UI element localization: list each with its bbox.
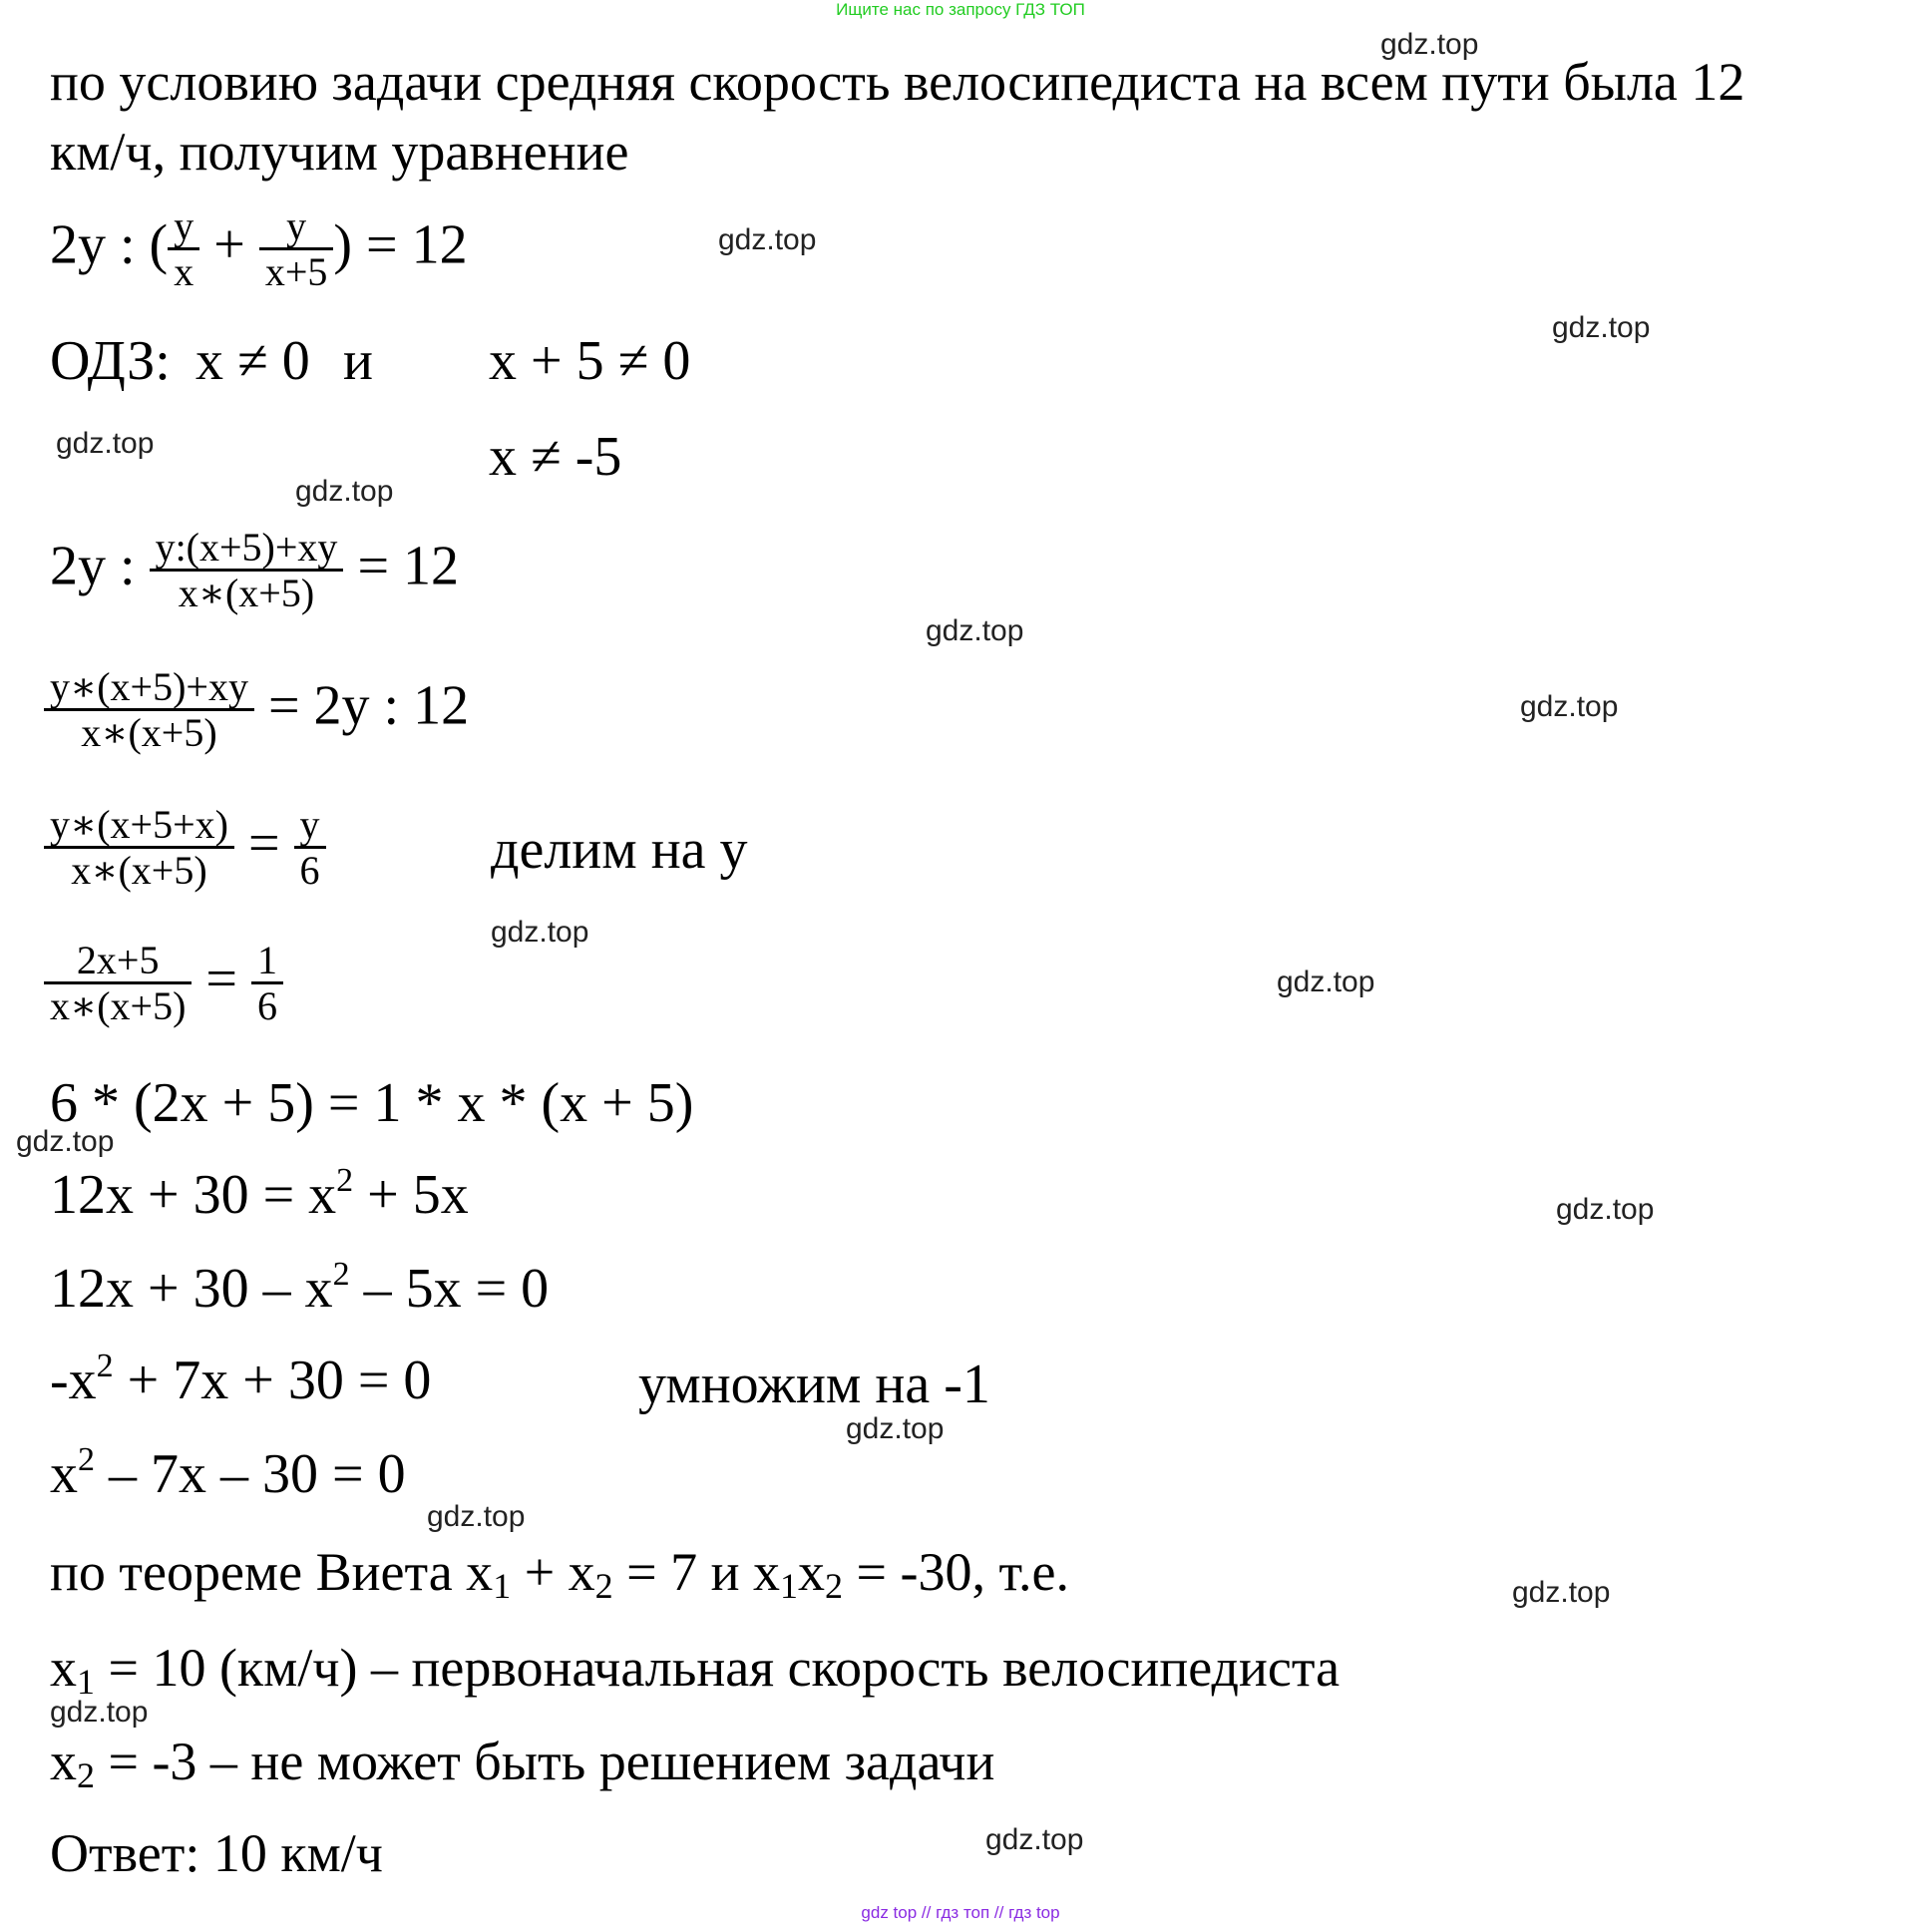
vieta-e: = -30, т.е.: [843, 1542, 1069, 1602]
eq2-prefix: 2y :: [50, 535, 136, 597]
root-2: [50, 1730, 994, 1793]
eq1-fraction-2: [259, 205, 334, 294]
vieta-b: + x: [511, 1542, 595, 1602]
bottom-banner: gdz top // гдз топ // гдз top: [861, 1903, 1060, 1922]
eq1-plus: +: [213, 213, 245, 276]
root2-b: = -3 – не может быть решением задачи: [95, 1732, 995, 1791]
odz-and: и: [343, 330, 373, 392]
eq8-a: 12x + 30 – x: [50, 1258, 333, 1320]
vieta-a: по теореме Виета x: [50, 1542, 494, 1602]
vieta-sub-1: 1: [493, 1566, 512, 1606]
eq3-den: x∗(x+5): [81, 710, 217, 755]
intro-line-1: по условию задачи средняя скорость велосипедиста на всем пути была 12: [50, 52, 1745, 112]
eq9-note: умножим на -1: [638, 1353, 990, 1415]
eq4-equals: =: [247, 812, 280, 875]
eq3-num: y∗(x+5)+xy: [44, 666, 254, 711]
watermark: gdz.top: [846, 1412, 945, 1445]
equation-1: [50, 205, 468, 294]
watermark: gdz.top: [295, 475, 394, 508]
eq10-b: – 7x – 30 = 0: [95, 1443, 406, 1505]
top-banner: Ищите нас по запросу ГДЗ ТОП: [836, 0, 1085, 19]
equation-10: [50, 1442, 406, 1506]
equation-7: [50, 1163, 469, 1227]
eq4-note: делим на у: [491, 819, 748, 881]
root2-a: x: [50, 1732, 77, 1791]
watermark: gdz.top: [1520, 690, 1619, 723]
eq5-equals: =: [205, 948, 237, 1010]
eq9-a: -x: [50, 1350, 97, 1411]
eq1-suffix: ) = 12: [333, 213, 468, 276]
watermark: gdz.top: [1556, 1193, 1655, 1226]
watermark: gdz.top: [718, 223, 817, 256]
eq4-num: y∗(x+5+x): [44, 804, 234, 849]
eq1-fraction-1: [168, 205, 199, 294]
odz-label: ОДЗ:: [50, 330, 171, 392]
eq4-fraction: [44, 804, 234, 893]
eq5-rhs-fraction: [251, 940, 283, 1028]
watermark: gdz.top: [56, 427, 155, 460]
eq9-b: + 7x + 30 = 0: [113, 1350, 432, 1411]
eq8-b: – 5x = 0: [349, 1258, 550, 1320]
eq5-fraction: [44, 940, 192, 1028]
watermark: gdz.top: [926, 614, 1024, 647]
equation-6: 6 * (2x + 5) = 1 * x * (x + 5): [50, 1072, 694, 1134]
eq3-fraction: [44, 666, 254, 755]
vieta-line: [50, 1540, 1069, 1604]
vieta-d: x: [798, 1542, 826, 1602]
watermark: gdz.top: [985, 1823, 1084, 1856]
odz-cond-2: x + 5 ≠ 0: [489, 330, 691, 392]
equation-3: [50, 666, 469, 755]
eq4-rhs-den: 6: [299, 848, 320, 893]
watermark: gdz.top: [427, 1500, 526, 1533]
root1-a: x: [50, 1638, 77, 1698]
eq1-f1-num: y: [168, 205, 199, 250]
intro-line-2: км/ч, получим уравнение: [50, 122, 629, 182]
root-1: [50, 1636, 1340, 1700]
vieta-sub-4: 2: [825, 1566, 844, 1606]
eq1-prefix: 2y : (: [50, 213, 169, 276]
eq7-exp: 2: [336, 1162, 354, 1199]
equation-8: [50, 1257, 549, 1321]
equation-5: [50, 940, 283, 1028]
equation-4: [50, 804, 326, 893]
answer: Ответ: 10 км/ч: [50, 1823, 383, 1883]
watermark: gdz.top: [1512, 1576, 1611, 1609]
eq7-b: + 5x: [353, 1164, 469, 1226]
eq2-fraction: [150, 527, 344, 615]
vieta-sub-3: 1: [780, 1566, 799, 1606]
eq10-exp: 2: [78, 1441, 95, 1478]
eq4-den: x∗(x+5): [71, 848, 207, 893]
eq5-den: x∗(x+5): [50, 983, 187, 1028]
root1-b: = 10 (км/ч) – первоначальная скорость велосипедиста: [95, 1638, 1341, 1698]
vieta-sub-2: 2: [594, 1566, 613, 1606]
root2-sub: 2: [77, 1755, 95, 1795]
eq1-f2-den: x+5: [264, 249, 328, 294]
eq2-num: y:(x+5)+xy: [150, 527, 344, 572]
eq10-a: x: [50, 1443, 78, 1505]
watermark: gdz.top: [1552, 311, 1651, 344]
eq3-suffix: = 2y : 12: [267, 674, 470, 737]
eq5-rhs-num: 1: [251, 940, 283, 984]
eq5-rhs-den: 6: [256, 983, 277, 1028]
root1-sub: 1: [77, 1662, 95, 1702]
eq1-f2-num: y: [259, 205, 334, 250]
eq1-f1-den: x: [174, 249, 194, 294]
watermark: gdz.top: [491, 916, 589, 949]
odz-cond-1: x ≠ 0: [195, 330, 310, 392]
eq5-num: 2x+5: [44, 940, 192, 984]
equation-2: [50, 527, 459, 615]
eq9-exp: 2: [96, 1348, 114, 1384]
eq2-suffix: = 12: [357, 535, 460, 597]
eq2-den: x∗(x+5): [178, 571, 315, 615]
watermark: gdz.top: [50, 1696, 149, 1729]
eq8-exp: 2: [332, 1256, 350, 1293]
eq4-rhs-fraction: [294, 804, 326, 893]
eq4-rhs-num: y: [294, 804, 326, 849]
odz-cond-3: x ≠ -5: [489, 426, 622, 488]
equation-9: [50, 1349, 431, 1412]
vieta-c: = 7 и x: [612, 1542, 781, 1602]
watermark: gdz.top: [16, 1125, 115, 1158]
watermark: gdz.top: [1277, 966, 1375, 998]
eq7-a: 12x + 30 = x: [50, 1164, 337, 1226]
watermark: gdz.top: [1380, 28, 1479, 61]
